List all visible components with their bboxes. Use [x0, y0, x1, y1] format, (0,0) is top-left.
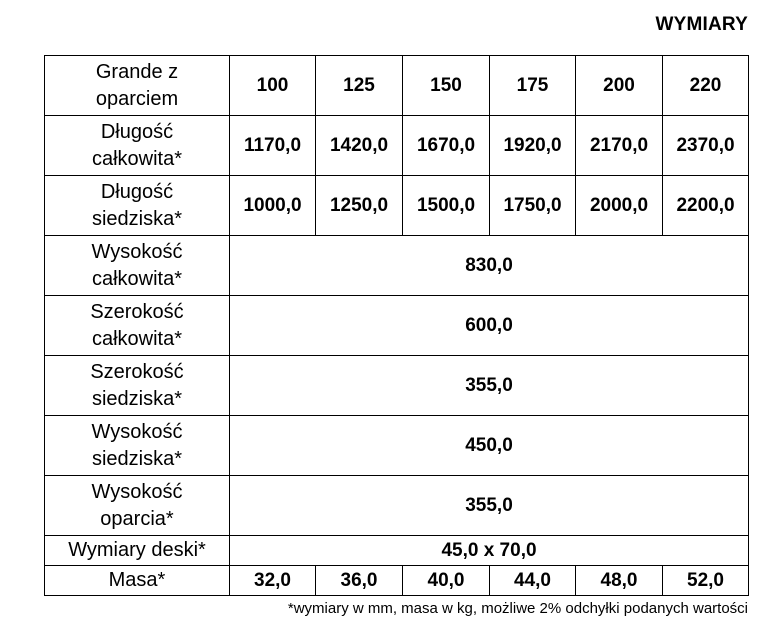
row-label-line2: siedziska*	[91, 447, 183, 470]
row-label-cell: Masa*	[45, 566, 230, 596]
row-label-cell	[45, 296, 230, 356]
value-cell: 32,0	[230, 566, 316, 596]
value-cell: 2000,0	[576, 176, 663, 236]
merged-value-cell: 355,0	[230, 356, 749, 416]
row-label-cell	[45, 356, 230, 416]
value-cell: 1750,0	[490, 176, 576, 236]
value-cell: 36,0	[316, 566, 403, 596]
row-label-cell	[45, 476, 230, 536]
row-label-line2: całkowita*	[91, 267, 183, 290]
value-cell: 1420,0	[316, 116, 403, 176]
table-row	[45, 116, 749, 176]
table-row	[45, 176, 749, 236]
row-label-line1: Długość	[100, 180, 174, 203]
value-cell: 1670,0	[403, 116, 490, 176]
table-row	[45, 296, 749, 356]
size-header-cell: 200	[576, 56, 663, 116]
table-row	[45, 416, 749, 476]
value-cell: 1920,0	[490, 116, 576, 176]
row-label-line2: całkowita*	[91, 327, 183, 350]
value-cell: 2370,0	[663, 116, 749, 176]
size-header-cell: 175	[490, 56, 576, 116]
merged-value-cell: 355,0	[230, 476, 749, 536]
value-cell: 52,0	[663, 566, 749, 596]
table-header-row	[45, 56, 749, 116]
value-cell: 44,0	[490, 566, 576, 596]
value-cell: 1000,0	[230, 176, 316, 236]
size-header-cell: 150	[403, 56, 490, 116]
table-row	[45, 536, 749, 566]
table-row	[45, 356, 749, 416]
row-label-line1: Wysokość	[91, 240, 183, 263]
row-label-line1: Szerokość	[90, 360, 184, 383]
footnote: *wymiary w mm, masa w kg, możliwe 2% odchyłki podanych wartości	[287, 600, 748, 617]
value-cell: 1500,0	[403, 176, 490, 236]
row-label-cell	[45, 116, 230, 176]
merged-value-cell: 450,0	[230, 416, 749, 476]
value-cell: 48,0	[576, 566, 663, 596]
value-cell: 1170,0	[230, 116, 316, 176]
row-label-line1: Długość	[100, 120, 174, 143]
row-label-line1: Szerokość	[90, 300, 184, 323]
row-label-line2: oparcia*	[100, 507, 174, 530]
merged-value-cell: 600,0	[230, 296, 749, 356]
header-label-line2: oparciem	[95, 87, 179, 110]
page-title: WYMIARY	[655, 14, 748, 35]
row-label-line1: Wysokość	[91, 420, 183, 443]
size-header-cell: 100	[230, 56, 316, 116]
row-label-cell	[45, 236, 230, 296]
header-label-line1: Grande z	[95, 60, 179, 83]
size-header-cell: 220	[663, 56, 749, 116]
table-row	[45, 236, 749, 296]
value-cell: 2200,0	[663, 176, 749, 236]
row-label-cell	[45, 416, 230, 476]
row-label-line2: całkowita*	[91, 147, 183, 170]
value-cell: 1250,0	[316, 176, 403, 236]
header-label-cell	[45, 56, 230, 116]
dimensions-table	[44, 55, 749, 596]
row-label-cell: Wymiary deski*	[45, 536, 230, 566]
row-label-cell	[45, 176, 230, 236]
value-cell: 2170,0	[576, 116, 663, 176]
row-label-line2: siedziska*	[91, 207, 183, 230]
merged-value-cell: 45,0 x 70,0	[230, 536, 749, 566]
value-cell: 40,0	[403, 566, 490, 596]
table-row	[45, 476, 749, 536]
row-label-line1: Wysokość	[91, 480, 183, 503]
row-label-line2: siedziska*	[91, 387, 183, 410]
merged-value-cell: 830,0	[230, 236, 749, 296]
table-row	[45, 566, 749, 596]
size-header-cell: 125	[316, 56, 403, 116]
